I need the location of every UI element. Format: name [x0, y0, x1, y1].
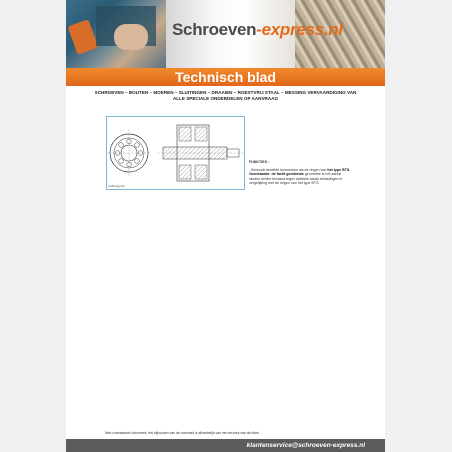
disclaimer-text: Niet-contractueel document, het bijhouden van de voorraad is afhankelijk van het verzoek van de klant. — [105, 431, 260, 435]
header-banner — [66, 0, 385, 68]
product-categories-line1: SCHROEVEN – BOUTEN – MOEREN – SLUITINGEN – DRAAIEN – ROESTVRIJ STAAL – MESSING VERVAARDIGING VAN — [94, 90, 357, 95]
contact-email-link[interactable]: klantenservice@schroeven-express.nl — [246, 442, 365, 449]
product-categories-line2: ALLE SPECIALE ONDERDELEN OP AANVRAAG — [172, 96, 279, 101]
product-categories — [76, 90, 375, 102]
notes-text — [249, 168, 353, 186]
notes-body: geometrie is het aantal randen echter bestand tegen dubbele axiale belastingen in vergelijking met de ringen van het type BTS. — [249, 172, 343, 186]
document-page — [66, 0, 385, 452]
drawing-caption: Aufhängeteil — [108, 184, 125, 188]
notes-bold: het type BTS. Voorwaarde: de facht geclaimde — [249, 168, 351, 177]
bearing-drawing-icon — [107, 117, 244, 189]
notes-intro: - Behoudt dezelfde kenmerken als de ringen van — [249, 168, 327, 172]
tools-photo — [66, 0, 166, 68]
notes-heading: FUNKTIES : — [249, 160, 270, 164]
site-logo[interactable] — [172, 20, 343, 40]
page-title: Technisch blad — [175, 69, 276, 85]
technical-drawing — [106, 116, 245, 190]
logo-text-accent: -express.nl — [256, 20, 343, 39]
title-bar — [66, 68, 385, 86]
logo-text-main: Schroeven — [172, 20, 257, 39]
footer-bar — [66, 439, 385, 452]
